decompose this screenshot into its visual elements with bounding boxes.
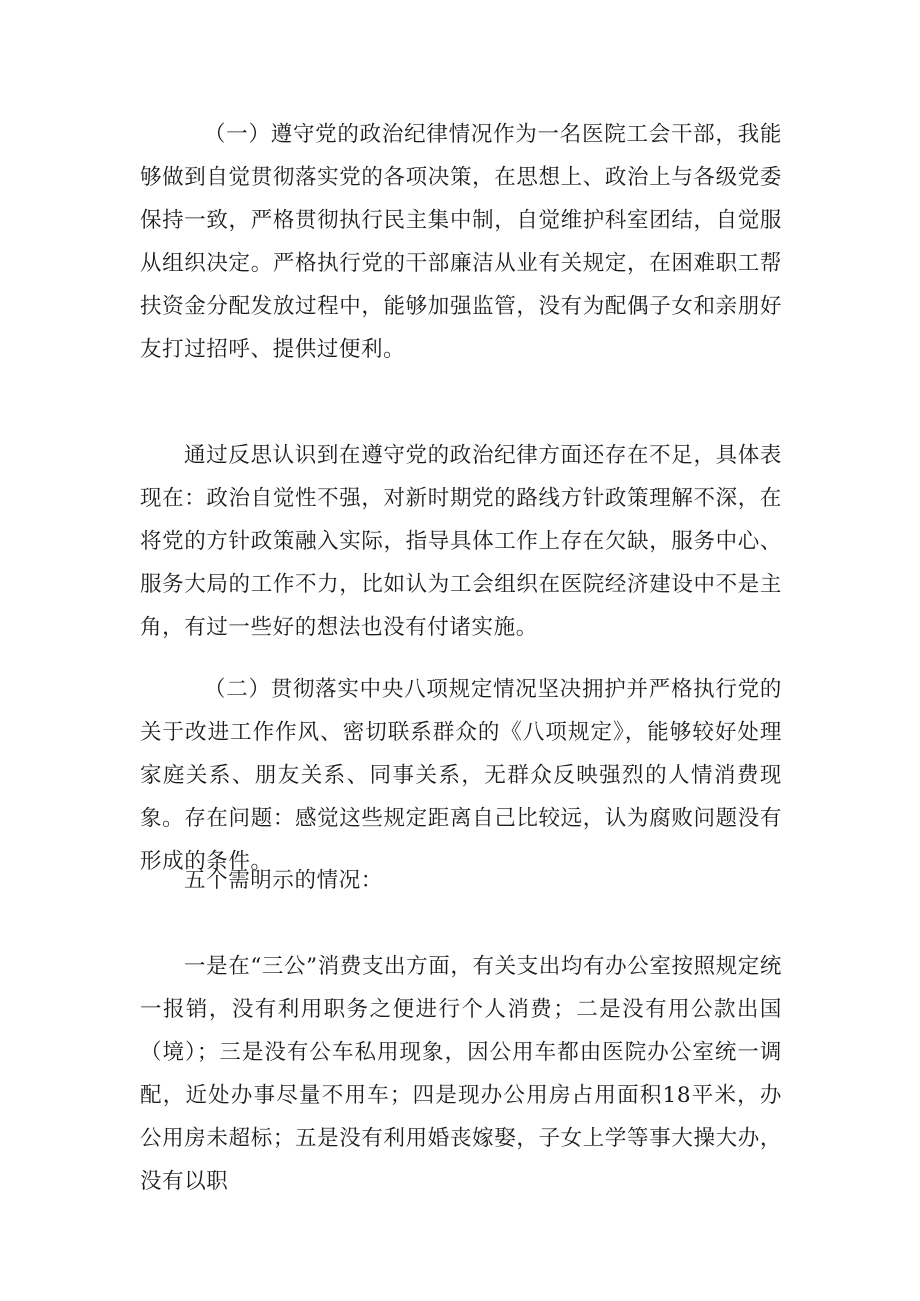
paragraph-five-disclosures-details: 一是在“三公”消费支出方面，有关支出均有办公室按照规定统一报销，没有利用职务之便进行个人消费；二是没有用公款出国（境）；三是没有公车私用现象，因公用车都由医院办公室统一调配，近处办事尽量不用车；四是现办公用房占用面积18平米，办公用房未超标；五是没有利用婚丧嫁娶，子女上学等事大操大办，没有以职: [140, 954, 782, 1194]
paragraph-eight-regulations: （二）贯彻落实中央八项规定情况坚决拥护并严格执行党的关于改进工作作风、密切联系群众的《八项规定》，能够较好处理家庭关系、朋友关系、同事关系，无群众反映强烈的人情消费现象。存在问题：感觉这些规定距离自己比较远，认为腐败问题没有形成的条件。: [140, 677, 782, 874]
paragraph-political-discipline: （一）遵守党的政治纪律情况作为一名医院工会干部，我能够做到自觉贯彻落实党的各项决策，在思想上、政治上与各级党委保持一致，严格贯彻执行民主集中制，自觉维护科室团结，自觉服从组织决定。严格执行党的干部廉洁从业有关规定，在困难职工帮扶资金分配发放过程中，能够加强监管，没有为配偶子女和亲朋好友打过招呼、提供过便利。: [140, 122, 782, 362]
paragraph-five-disclosures-heading: 五个需明示的情况：: [184, 868, 383, 893]
paragraph-reflection-shortcomings: 通过反思认识到在遵守党的政治纪律方面还存在不足，具体表现在：政治自觉性不强，对新时期党的路线方针政策理解不深，在将党的方针政策融入实际，指导具体工作上存在欠缺，服务中心、服务大局的工作不力，比如认为工会组织在医院经济建设中不是主角，有过一些好的想法也没有付诸实施。: [140, 443, 782, 640]
